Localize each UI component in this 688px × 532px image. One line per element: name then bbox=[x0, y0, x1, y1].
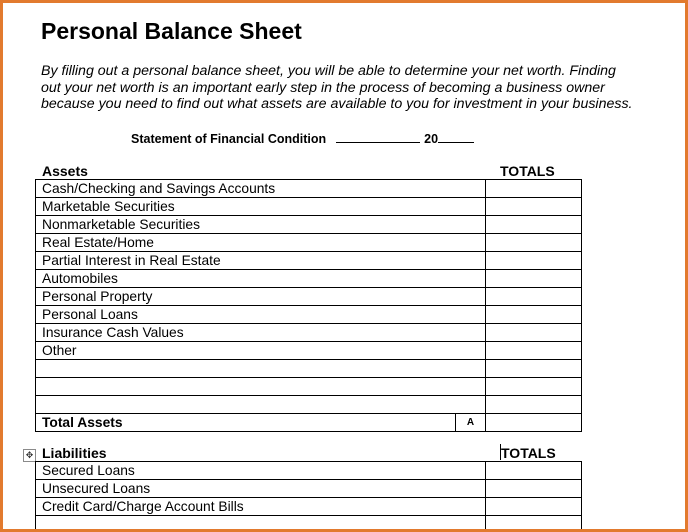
page-title: Personal Balance Sheet bbox=[41, 18, 302, 44]
table-row bbox=[36, 270, 582, 288]
liabilities-totals-heading: TOTALS bbox=[501, 445, 556, 461]
liability-total-cell[interactable] bbox=[486, 498, 582, 516]
asset-total-cell[interactable] bbox=[486, 360, 582, 378]
liability-label[interactable]: Secured Loans bbox=[36, 462, 486, 480]
liabilities-table bbox=[35, 461, 582, 532]
assets-table bbox=[35, 179, 582, 432]
table-row bbox=[36, 288, 582, 306]
total-assets-label: Total Assets bbox=[36, 414, 456, 432]
asset-total-cell[interactable] bbox=[486, 234, 582, 252]
asset-label[interactable]: Cash/Checking and Savings Accounts bbox=[36, 180, 486, 198]
liability-total-cell[interactable] bbox=[486, 516, 582, 532]
table-row bbox=[36, 516, 582, 532]
asset-label[interactable] bbox=[36, 396, 486, 414]
asset-label[interactable]: Real Estate/Home bbox=[36, 234, 486, 252]
asset-label[interactable] bbox=[36, 360, 486, 378]
total-assets-marker: A bbox=[456, 414, 486, 432]
move-handle-icon[interactable]: ✥ bbox=[23, 449, 36, 462]
table-row bbox=[36, 396, 582, 414]
date-blank-field[interactable] bbox=[336, 130, 420, 143]
asset-total-cell[interactable] bbox=[486, 252, 582, 270]
asset-label[interactable]: Partial Interest in Real Estate bbox=[36, 252, 486, 270]
asset-label[interactable]: Marketable Securities bbox=[36, 198, 486, 216]
liability-total-cell[interactable] bbox=[486, 462, 582, 480]
asset-label[interactable]: Personal Property bbox=[36, 288, 486, 306]
total-assets-cell[interactable] bbox=[486, 414, 582, 432]
liabilities-heading: Liabilities bbox=[42, 445, 107, 461]
table-row bbox=[36, 360, 582, 378]
statement-line bbox=[131, 130, 474, 146]
year-blank-field[interactable] bbox=[438, 130, 474, 143]
table-row bbox=[36, 378, 582, 396]
table-row bbox=[36, 462, 582, 480]
asset-total-cell[interactable] bbox=[486, 180, 582, 198]
table-row bbox=[36, 480, 582, 498]
asset-total-cell[interactable] bbox=[486, 306, 582, 324]
asset-label[interactable]: Nonmarketable Securities bbox=[36, 216, 486, 234]
intro-paragraph bbox=[41, 63, 681, 113]
intro-line: out your net worth is an important early step in the process of becoming a business owner bbox=[41, 79, 605, 96]
asset-total-cell[interactable] bbox=[486, 324, 582, 342]
table-row bbox=[36, 252, 582, 270]
asset-label[interactable]: Insurance Cash Values bbox=[36, 324, 486, 342]
table-row bbox=[36, 234, 582, 252]
asset-total-cell[interactable] bbox=[486, 288, 582, 306]
table-row bbox=[36, 198, 582, 216]
asset-total-cell[interactable] bbox=[486, 396, 582, 414]
asset-label[interactable]: Automobiles bbox=[36, 270, 486, 288]
liability-label[interactable]: Credit Card/Charge Account Bills bbox=[36, 498, 486, 516]
total-assets-row bbox=[36, 414, 582, 432]
liability-total-cell[interactable] bbox=[486, 480, 582, 498]
asset-total-cell[interactable] bbox=[486, 198, 582, 216]
table-row bbox=[36, 342, 582, 360]
table-row bbox=[36, 324, 582, 342]
asset-label[interactable] bbox=[36, 378, 486, 396]
asset-label[interactable]: Personal Loans bbox=[36, 306, 486, 324]
asset-total-cell[interactable] bbox=[486, 216, 582, 234]
statement-label: Statement of Financial Condition bbox=[131, 132, 327, 146]
liability-label[interactable]: Unsecured Loans bbox=[36, 480, 486, 498]
intro-line: because you need to find out what assets are available to you for investment in your business. bbox=[41, 96, 633, 112]
table-row bbox=[36, 180, 582, 198]
asset-total-cell[interactable] bbox=[486, 342, 582, 360]
year-prefix: 20 bbox=[424, 132, 439, 146]
table-row bbox=[36, 306, 582, 324]
assets-totals-heading: TOTALS bbox=[500, 163, 555, 179]
asset-label[interactable]: Other bbox=[36, 342, 486, 360]
intro-line: By filling out a personal balance sheet, you will be able to determine your net worth. Finding bbox=[41, 63, 616, 79]
table-row bbox=[36, 498, 582, 516]
asset-total-cell[interactable] bbox=[486, 378, 582, 396]
assets-heading: Assets bbox=[42, 163, 88, 179]
asset-total-cell[interactable] bbox=[486, 270, 582, 288]
table-row bbox=[36, 216, 582, 234]
liability-label[interactable] bbox=[36, 516, 486, 532]
